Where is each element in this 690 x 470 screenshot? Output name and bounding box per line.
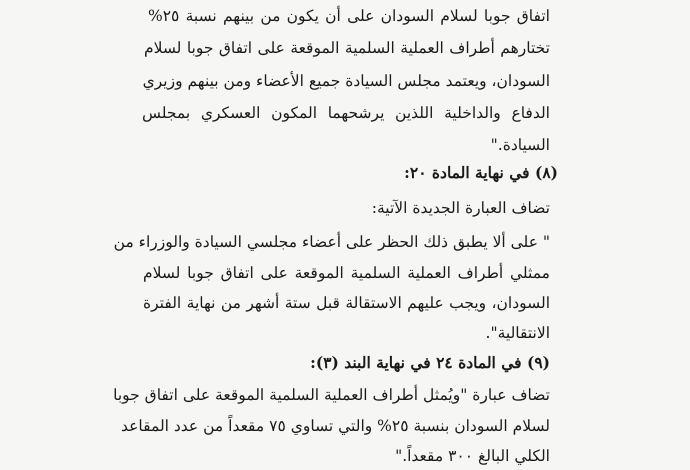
body-line: السيادة." xyxy=(490,136,550,154)
body-line: تضاف عبارة "ويُمثل أطراف العملية السلمية الموقعة على اتفاق جوبا xyxy=(113,386,550,404)
body-line: لسلام السودان بنسبة ٢٥% والتي تساوي ٧٥ مقعداً من عدد المقاعد xyxy=(121,417,550,435)
clause-heading-8: (٨) في نهاية المادة ٢٠: xyxy=(404,163,558,182)
quoted-line: الانتقالية". xyxy=(485,324,550,342)
quoted-line: ممثلي أطراف العملية السلمية الموقعة على اتفاق جوبا لسلام xyxy=(143,264,550,282)
clause-intro-8: تضاف العبارة الجديدة الآتية: xyxy=(371,199,550,217)
quoted-line: " على ألا يطبق ذلك الحظر على أعضاء مجلسي السيادة والوزراء من xyxy=(113,233,550,251)
body-line: الدفاع والداخلية اللذين يرشحهما المكون العسكري بمجلس xyxy=(142,104,550,122)
body-line: السودان، ويعتمد مجلس السيادة جميع الأعضاء ومن بينهم وزيري xyxy=(142,72,550,90)
quoted-line: السودان، ويجب عليهم الاستقالة قبل ستة أشهر من نهاية الفترة xyxy=(143,294,550,312)
clause-heading-9: (٩) في المادة ٢٤ في نهاية البند (٣): xyxy=(310,353,550,372)
body-line: تختارهم أطراف العملية السلمية الموقعة على اتفاق جوبا لسلام xyxy=(144,39,550,57)
body-line: الكلي البالغ ٣٠٠ مقعداً." xyxy=(395,447,550,465)
body-line: اتفاق جوبا لسلام السودان على أن يكون من بينهم نسبة ٢٥% xyxy=(148,7,550,25)
